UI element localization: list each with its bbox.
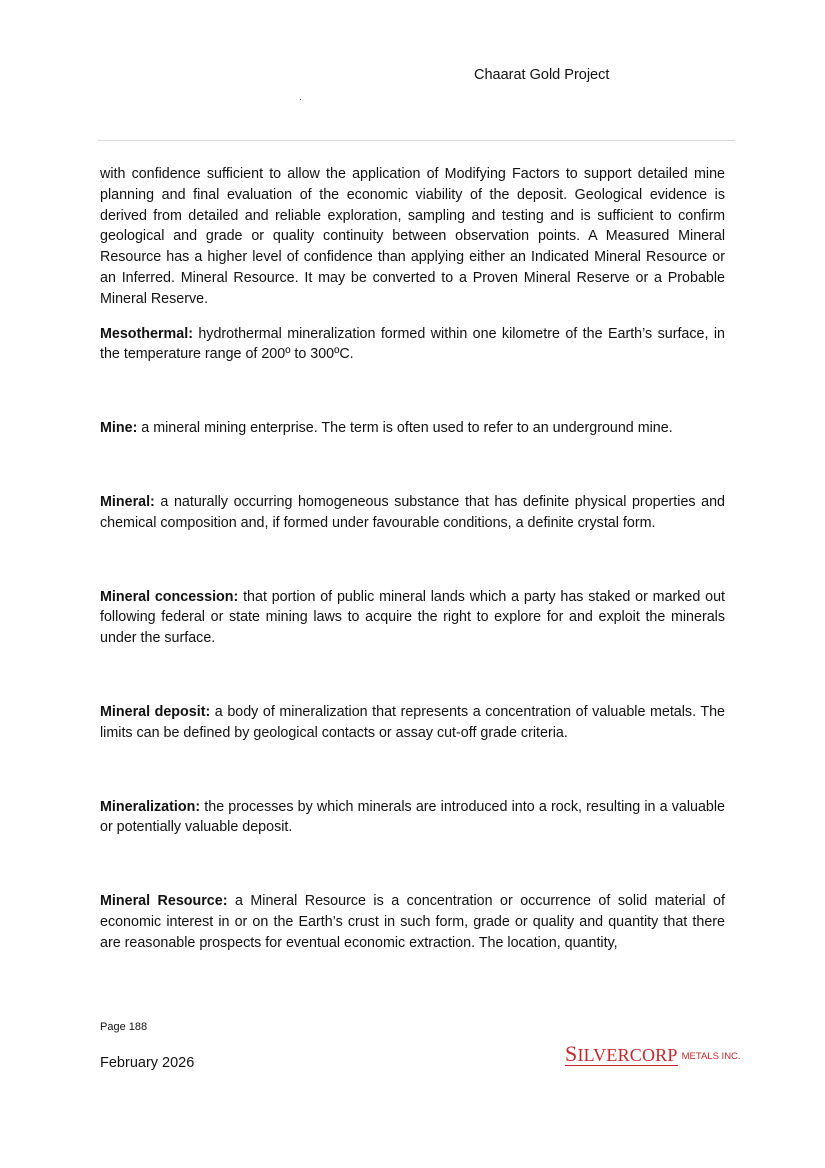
intro-paragraph: with confidence sufficient to allow the application of Modifying Factors to support detailed mine planning and final evaluation of the economic viability of the deposit. Geological evidence is derived from detailed and reliable exploration, sampling and testing and is sufficient to confirm geological and grade or quality continuity between observation points. A Measured Mineral Resource has a higher level of confidence than applying either an Indicated Mineral Resource or an Inferred. Mineral Resource. It may be converted to a Proven Mineral Reserve or a Probable Mineral Reserve. — [100, 166, 725, 307]
logo-initial: S — [565, 1041, 578, 1066]
entry-term: Mineral concession: — [100, 588, 239, 605]
entry-term: Mineral Resource: — [100, 893, 228, 910]
entry-definition: a Mineral Resource is a concentration or occurrence of solid material of economic interest in or on the Earth’s crust in such form, grade or quality and quantity that there are reasonable prospects for eventual economic extraction. The location, quantity, — [100, 893, 725, 951]
entry-definition: that portion of public mineral lands which a party has staked or marked out following federal or state mining laws to acquire the right to explore for and exploit the minerals under the surface. — [100, 588, 725, 647]
entry-definition: a body of mineralization that represents a concentration of valuable metals. The limits can be defined by geological contacts or assay cut-off grade criteria. — [100, 703, 725, 741]
entry-term: Mineral: — [100, 493, 155, 510]
glossary-entry-mineral — [100, 492, 725, 534]
header-title: Chaarat Gold Project — [474, 67, 610, 83]
page-number: Page 188 — [100, 1021, 148, 1033]
entry-term: Mineralization: — [100, 798, 201, 815]
silvercorp-logo — [565, 1042, 741, 1066]
header-divider — [98, 140, 735, 141]
logo-wordmark — [565, 1041, 678, 1066]
header-mark — [300, 99, 301, 100]
document-date: February 2026 — [100, 1055, 195, 1071]
entry-term: Mesothermal: — [100, 325, 193, 342]
entry-definition: the processes by which minerals are introduced into a rock, resulting in a valuable or potentially valuable deposit. — [100, 798, 725, 836]
entry-definition: hydrothermal mineralization formed within one kilometre of the Earth’s surface, in the temperature range of 200º to 300ºC. — [100, 325, 725, 363]
glossary-entry-mesothermal — [100, 324, 725, 366]
glossary-entry-mineral-concession — [100, 587, 725, 649]
glossary-entry-mineral-resource — [100, 891, 725, 953]
glossary-entry-mineralization — [100, 797, 725, 839]
entry-definition: a naturally occurring homogeneous substance that has definite physical properties and chemical composition and, if formed under favourable conditions, a definite crystal form. — [100, 493, 725, 531]
glossary-content — [100, 164, 725, 954]
logo-main-text: ILVERCORP — [577, 1045, 678, 1065]
entry-term: Mine: — [100, 420, 138, 437]
glossary-entry-mine — [100, 418, 725, 439]
entry-definition: a mineral mining enterprise. The term is often used to refer to an underground mine. — [137, 420, 673, 437]
logo-subtext: METALS INC. — [681, 1051, 741, 1062]
entry-term: Mineral deposit: — [100, 703, 211, 720]
glossary-entry-mineral-deposit — [100, 702, 725, 744]
